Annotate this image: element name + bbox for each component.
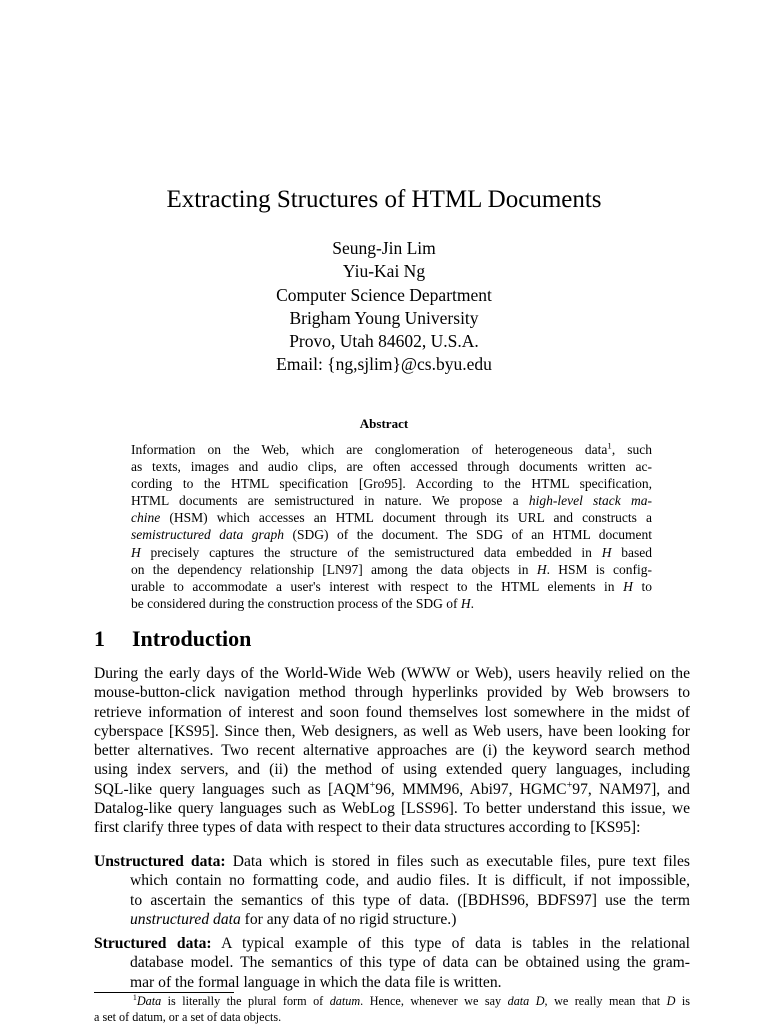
body-line: using index servers, and (ii) the method of using extended query languages, including xyxy=(94,760,690,779)
affiliation-address: Provo, Utah 84602, U.S.A. xyxy=(0,330,768,353)
abstract-line: as texts, images and audio clips, are often accessed through documents written ac- xyxy=(131,458,652,475)
body-line: better alternatives. Two recent alternative approaches are (i) the keyword search method xyxy=(94,741,690,760)
abstract-line: semistructured data graph (SDG) of the document. The SDG of an HTML document xyxy=(131,526,652,543)
affiliation-university: Brigham Young University xyxy=(0,307,768,330)
definition-line: which contain no formatting code, and audio files. It is difficult, if not impossible, xyxy=(94,871,690,890)
author-email: Email: {ng,sjlim}@cs.byu.edu xyxy=(0,353,768,376)
body-line: During the early days of the World-Wide Web (WWW or Web), users heavily relied on the xyxy=(94,664,690,683)
body-line: mouse-button-click navigation method through hyperlinks provided by Web browsers to xyxy=(94,683,690,702)
definition-term: Structured data: xyxy=(94,935,212,952)
section-title: Introduction xyxy=(132,626,251,651)
definition-term: Unstructured data: xyxy=(94,853,226,870)
footnote-line: $^1$Data is literally the plural form of datum. Hence, whenever we say data D, we really mean that D is xyxy=(94,994,690,1010)
definition-line: to ascertain the semantics of this type of data. ([BDHS96, BDFS97] use the term xyxy=(94,891,690,910)
author-name: Yiu-Kai Ng xyxy=(0,260,768,283)
abstract-body xyxy=(131,441,652,612)
intro-paragraph xyxy=(94,664,690,838)
abstract-line: Information on the Web, which are conglomeration of heterogeneous data$^1$, such xyxy=(131,441,652,458)
body-line: SQL-like query languages such as [AQM+96, MMM96, Abi97, HGMC+97, NAM97], and xyxy=(94,780,690,799)
body-line: retrieve information of interest and soon found themselves lost somewhere in the midst of xyxy=(94,703,690,722)
abstract-line: urable to accommodate a user's interest with respect to the HTML elements in H to xyxy=(131,578,652,595)
section-heading xyxy=(94,626,251,652)
definition-line: mar of the formal language in which the data file is written. xyxy=(94,973,690,992)
definition-line: Unstructured data: Data which is stored in files such as executable files, pure text files xyxy=(94,852,690,871)
abstract-heading: Abstract xyxy=(0,416,768,432)
body-line: first clarify three types of data with respect to their data structures according to [KS95]: xyxy=(94,818,690,837)
body-line: Datalog-like query languages such as WebLog [LSS96]. To better understand this issue, we xyxy=(94,799,690,818)
affiliation-department: Computer Science Department xyxy=(0,284,768,307)
footnote xyxy=(94,994,690,1025)
abstract-line: HTML documents are semistructured in nature. We propose a high-level stack ma- xyxy=(131,492,652,509)
abstract-line: chine (HSM) which accesses an HTML document through its URL and constructs a xyxy=(131,509,652,526)
abstract-line: cording to the HTML specification [Gro95]. According to the HTML specification, xyxy=(131,475,652,492)
abstract-line: be considered during the construction process of the SDG of H. xyxy=(131,595,652,612)
definition-line: unstructured data for any data of no rigid structure.) xyxy=(94,910,690,929)
footnote-rule xyxy=(94,992,234,993)
paper-title: Extracting Structures of HTML Documents xyxy=(0,186,768,214)
definition-line: Structured data: A typical example of this type of data is tables in the relational xyxy=(94,934,690,953)
definition-structured-data xyxy=(94,934,690,992)
footnote-marker: 1 xyxy=(607,441,611,451)
body-line: cyberspace [KS95]. Since then, Web designers, as well as Web users, have been looking for xyxy=(94,722,690,741)
footnote-line: a set of datum, or a set of data objects. xyxy=(94,1010,690,1025)
definition-line: database model. The semantics of this type of data can be obtained using the gram- xyxy=(94,953,690,972)
definition-unstructured-data xyxy=(94,852,690,929)
author-name: Seung-Jin Lim xyxy=(0,237,768,260)
author-block xyxy=(0,237,768,377)
abstract-line: H precisely captures the structure of the semistructured data embedded in H based xyxy=(131,544,652,561)
abstract-line: on the dependency relationship [LN97] among the data objects in H. HSM is config- xyxy=(131,561,652,578)
section-number: 1 xyxy=(94,626,132,652)
